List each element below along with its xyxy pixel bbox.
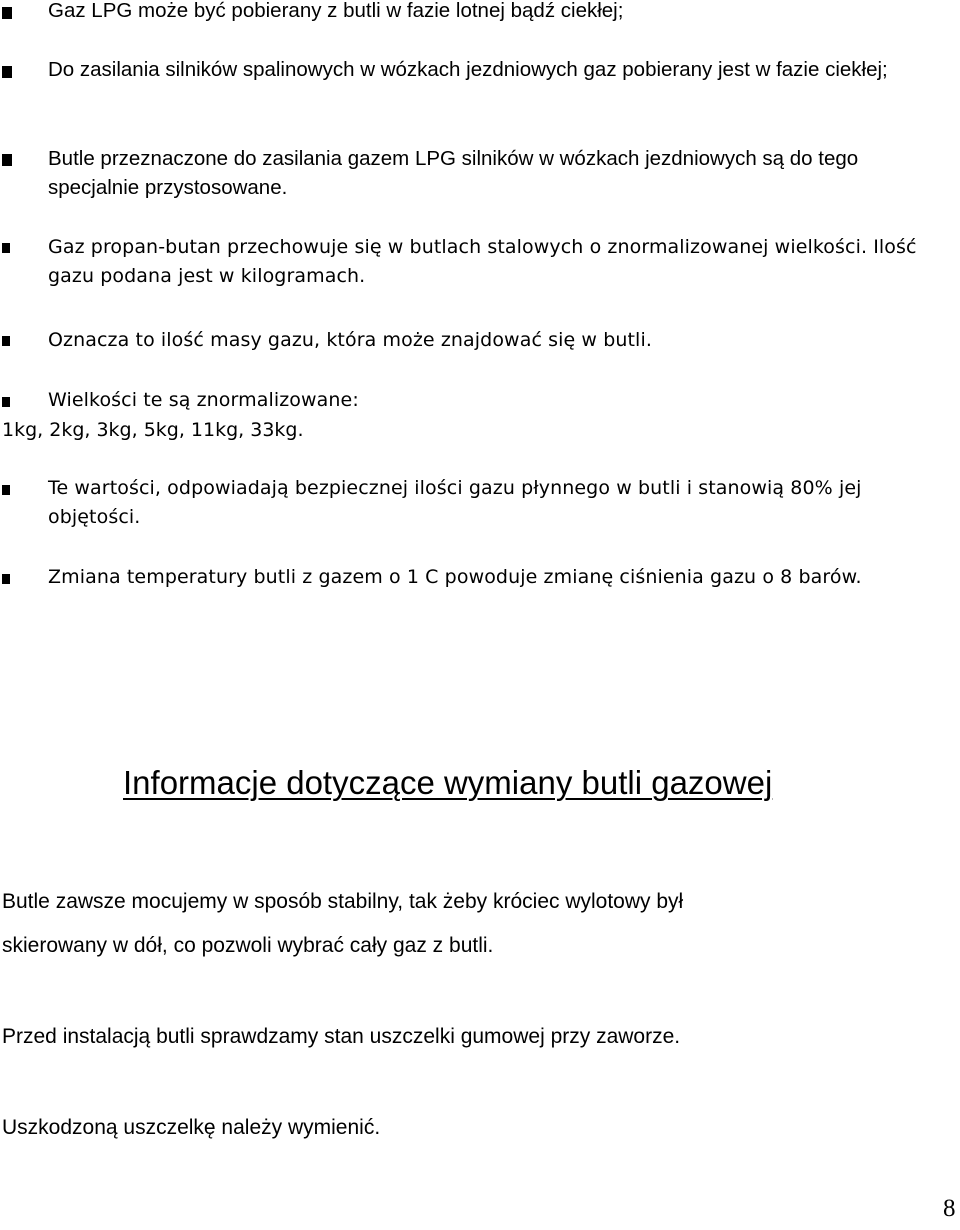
paragraph-line: skierowany w dół, co pozwoli wybrać cały gaz z butli. [2, 934, 494, 957]
bullet-continuation-text: 1kg, 2kg, 3kg, 5kg, 11kg, 33kg. [2, 419, 304, 441]
square-bullet-icon [2, 336, 10, 346]
square-bullet-icon [2, 7, 12, 19]
bullet-text: Butle przeznaczone do zasilania gazem LPG silników w wózkach jezdniowych są do tego specjalnie przystosowane. [48, 147, 864, 199]
bullet-text: Gaz propan-butan przechowuje się w butlach stalowych o znormalizowanej wielkości. Ilość gazu podana jest w kilogramach. [48, 236, 923, 287]
square-bullet-icon [2, 154, 12, 166]
square-bullet-icon [2, 243, 10, 253]
square-bullet-icon [2, 397, 10, 407]
bullet-text: Do zasilania silników spalinowych w wózkach jezdniowych gaz pobierany jest w fazie ciekłej; [48, 58, 888, 81]
square-bullet-icon [2, 66, 12, 78]
paragraph-line: Przed instalacją butli sprawdzamy stan uszczelki gumowej przy zaworze. [2, 1025, 681, 1048]
bullet-text: Oznacza to ilość masy gazu, która może znajdować się w butli. [48, 329, 652, 351]
paragraph-line: Butle zawsze mocujemy w sposób stabilny, tak żeby króciec wylotowy był [2, 890, 684, 913]
page-number: 8 [943, 1195, 956, 1222]
square-bullet-icon [2, 574, 10, 584]
section-heading: Informacje dotyczące wymiany butli gazowej [123, 764, 773, 801]
bullet-text: Wielkości te są znormalizowane: [48, 389, 359, 411]
bullet-text: Gaz LPG może być pobierany z butli w fazie lotnej bądź ciekłej; [48, 0, 624, 22]
bullet-text: Te wartości, odpowiadają bezpiecznej ilości gazu płynnego w butli i stanowią 80% jej objętości. [48, 477, 868, 528]
bullet-text: Zmiana temperatury butli z gazem o 1 C powoduje zmianę ciśnienia gazu o 8 barów. [48, 566, 862, 588]
paragraph-line: Uszkodzoną uszczelkę należy wymienić. [2, 1116, 381, 1139]
square-bullet-icon [2, 485, 10, 495]
